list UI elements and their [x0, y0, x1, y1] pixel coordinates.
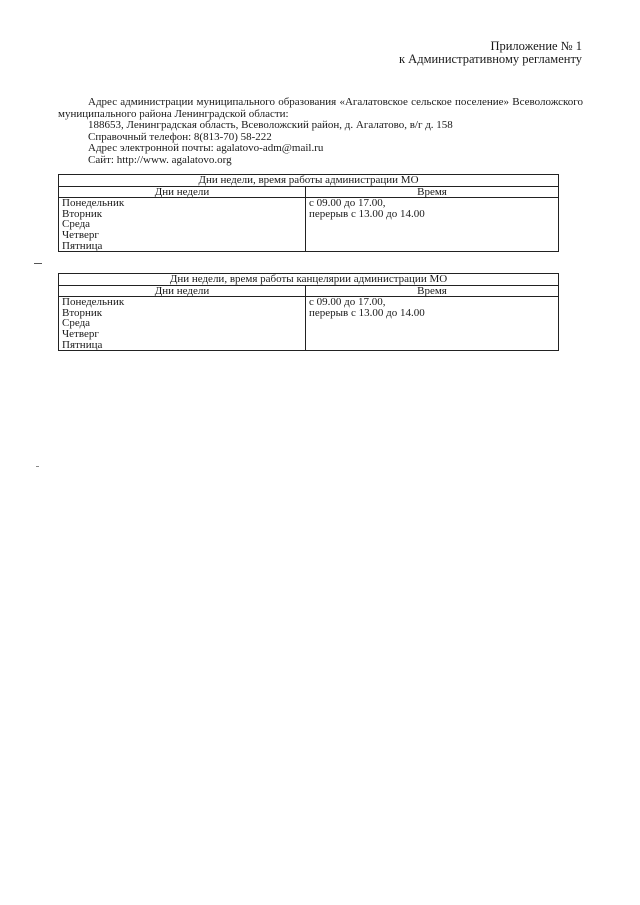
administration-schedule-table	[58, 174, 559, 252]
phone-line: Справочный телефон: 8(813-70) 58-222	[88, 130, 272, 143]
office-schedule-table	[58, 273, 559, 351]
day-item: Среда	[62, 317, 91, 330]
days-cell	[59, 297, 306, 351]
day-item: Четверг	[62, 327, 99, 340]
appendix-header	[399, 40, 582, 66]
day-item: Четверг	[62, 228, 99, 241]
day-item: Понедельник	[62, 296, 125, 309]
day-item: Пятница	[62, 239, 103, 252]
break-hours: перерыв с 13.00 до 14.00	[309, 306, 425, 319]
day-item: Понедельник	[62, 197, 125, 210]
time-cell	[306, 198, 559, 252]
email-line: Адрес электронной почты: agalatovo-adm@mail.ru	[88, 142, 324, 155]
postal-address: 188653, Ленинградская область, Всеволожский район, д. Агалатово, в/г д. 158	[88, 119, 453, 132]
column-header-days: Дни недели	[59, 186, 306, 198]
day-item: Пятница	[62, 338, 103, 351]
day-item: Вторник	[62, 207, 103, 220]
appendix-number: Приложение № 1	[490, 39, 582, 53]
break-hours: перерыв с 13.00 до 14.00	[309, 207, 425, 220]
column-header-time: Время	[306, 285, 559, 297]
table-caption: Дни недели, время работы канцелярии администрации МО	[59, 274, 559, 286]
days-cell	[59, 198, 306, 252]
website-line: Сайт: http://www. agalatovo.org	[88, 153, 232, 166]
address-intro: Адрес администрации муниципального образования «Агалатовское сельское поселение» Всеволожского муниципального района Ленинградской области:	[58, 96, 583, 120]
margin-mark	[36, 466, 39, 467]
work-hours: с 09.00 до 17.00,	[309, 296, 386, 309]
appendix-reference: к Административному регламенту	[398, 52, 582, 66]
address-block	[58, 97, 583, 167]
day-item: Среда	[62, 218, 91, 231]
time-cell	[306, 297, 559, 351]
margin-mark	[34, 263, 42, 264]
column-header-time: Время	[306, 186, 559, 198]
table-caption: Дни недели, время работы администрации МО	[59, 175, 559, 187]
column-header-days: Дни недели	[59, 285, 306, 297]
day-item: Вторник	[62, 306, 103, 319]
work-hours: с 09.00 до 17.00,	[309, 197, 386, 210]
